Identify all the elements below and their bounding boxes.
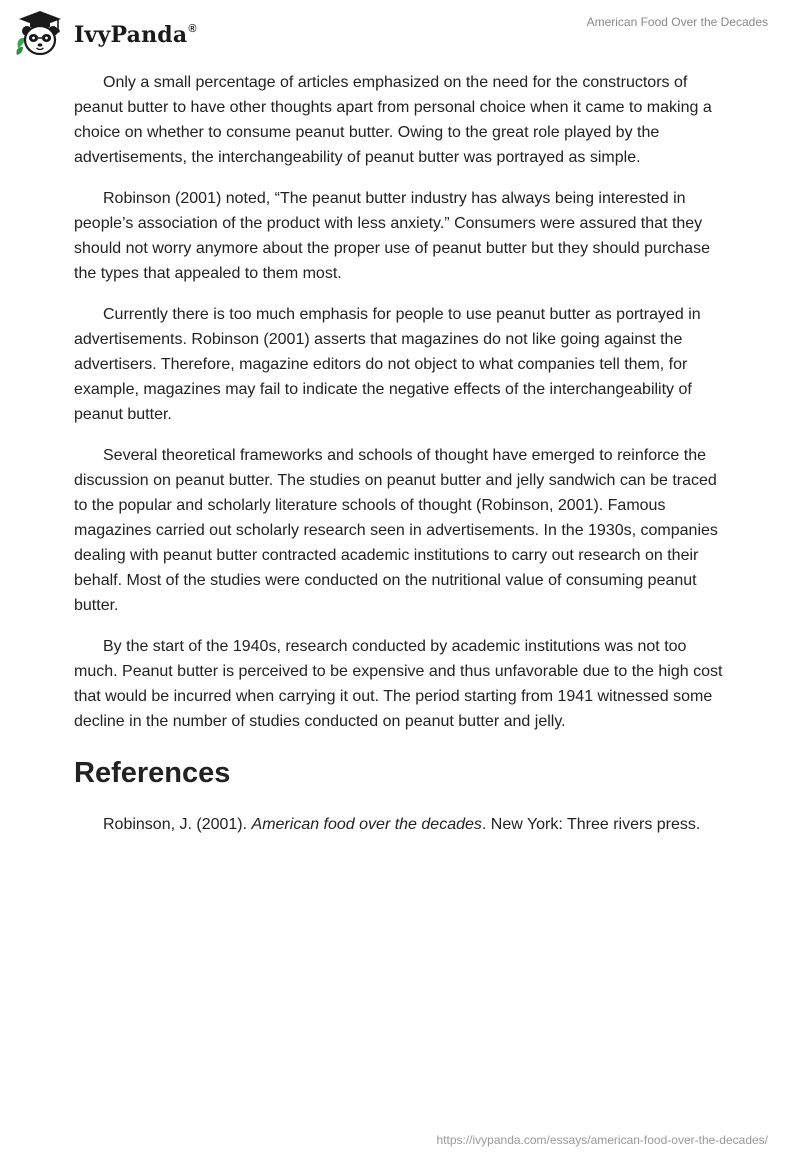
body-paragraph: Currently there is too much emphasis for people to use peanut butter as portrayed in advertisements. Robinson (2001) asserts that magazines do not like going against the advertisers. Therefore, magazine editors do not object to what companies tell them, for example, magazines may fail to indicate the negative effects of the interchangeability of peanut butter. (74, 306, 701, 423)
ivypanda-logo[interactable] (14, 8, 197, 58)
references-heading: References (74, 757, 231, 789)
body-paragraph: Robinson (2001) noted, “The peanut butter industry has always being interested in people’s association of the product with less anxiety.” Consumers were assured that they should not worry anymore about the proper use of peanut butter but they should purchase the types that appealed to them most. (74, 190, 710, 282)
registered-mark: ® (188, 22, 197, 35)
reference-authors: Robinson, J. (2001). (103, 816, 252, 833)
document-title: American Food Over the Decades (586, 15, 768, 29)
reference-publisher: . New York: Three rivers press. (481, 816, 701, 833)
body-paragraph: Only a small percentage of articles emphasized on the need for the constructors of peanut butter to have other thoughts apart from personal choice when it came to making a choice on whether to consume peanut butter. Owing to the great role played by the advertisements, the interchangeability of peanut butter was portrayed as simple. (74, 74, 712, 166)
reference-entry (74, 812, 734, 837)
page-header (0, 0, 800, 60)
logo-wordmark-text: IvyPanda (74, 22, 188, 48)
body-paragraph: Several theoretical frameworks and schools of thought have emerged to reinforce the discussion on peanut butter. The studies on peanut butter and jelly sandwich can be traced to the popular and scholarly literature schools of thought (Robinson, 2001). Famous magazines carried out scholarly research seen in advertisements. In the 1930s, companies dealing with peanut butter contracted academic institutions to carry out research on their behalf. Most of the studies were conducted on the nutritional value of consuming peanut butter. (74, 447, 718, 614)
source-url[interactable]: https://ivypanda.com/essays/american-food-over-the-decades/ (436, 1133, 768, 1147)
body-paragraph: By the start of the 1940s, research conducted by academic institutions was not too much. Peanut butter is perceived to be expensive and thus unfavorable due to the high cost that would be incurred when carrying it out. The period starting from 1941 witnessed some decline in the number of studies conducted on peanut butter and jelly. (74, 638, 723, 730)
reference-title: American food over the decades (251, 816, 482, 833)
essay-content (74, 70, 734, 837)
panda-graduate-logo-icon (14, 8, 66, 58)
logo-wordmark (74, 22, 197, 48)
